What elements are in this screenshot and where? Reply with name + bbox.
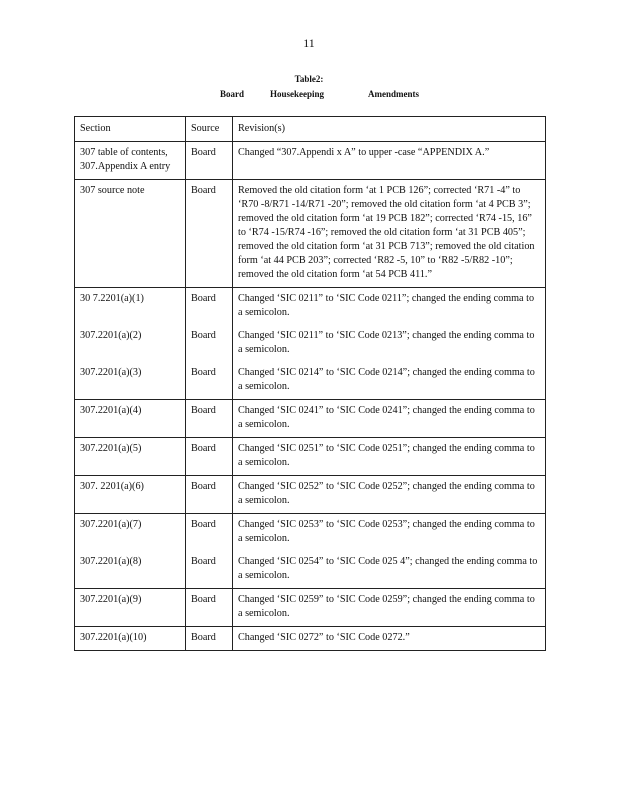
- table-row: [75, 589, 546, 627]
- column-header-source: Source: [186, 117, 233, 142]
- section-cell: 307 table of contents, 307.Appendix A entry: [75, 142, 186, 180]
- table-row: [75, 142, 546, 180]
- section-cell: 307.2201(a)(7): [75, 514, 186, 552]
- section-cell: 307.2201(a)(2): [75, 325, 186, 362]
- page-number: 11: [303, 36, 315, 50]
- table-row: [75, 325, 546, 362]
- revision-cell: Changed ‘SIC 0253” to ‘SIC Code 0253”; changed the ending comma to a semicolon.: [233, 514, 546, 552]
- caption-word: Amendments: [368, 89, 420, 99]
- revision-cell: Changed ‘SIC 0259” to ‘SIC Code 0259”; changed the ending comma to a semicolon.: [233, 589, 546, 627]
- revision-cell: Changed ‘SIC 0252” to ‘SIC Code 0252”; changed the ending comma to a semicolon.: [233, 476, 546, 514]
- revision-cell: Changed “307.Appendi x A” to upper -case “APPENDIX A.”: [233, 142, 546, 180]
- table-row: [75, 627, 546, 651]
- caption-word: Housekeeping: [270, 89, 325, 99]
- table-caption: [220, 89, 419, 99]
- section-cell: 307.2201(a)(9): [75, 589, 186, 627]
- source-cell: Board: [186, 476, 233, 514]
- revision-cell: Changed ‘SIC 0272” to ‘SIC Code 0272.”: [233, 627, 546, 651]
- revision-cell: Changed ‘SIC 0254” to ‘SIC Code 025 4”; changed the ending comma to a semicolon.: [233, 551, 546, 589]
- source-cell: Board: [186, 180, 233, 288]
- revision-cell: Changed ‘SIC 0211” to ‘SIC Code 0213”; changed the ending comma to a semicolon.: [233, 325, 546, 362]
- section-cell: 307.2201(a)(8): [75, 551, 186, 589]
- section-cell: 307 source note: [75, 180, 186, 288]
- table-row: [75, 514, 546, 552]
- caption-word: Board: [220, 89, 245, 99]
- table-row: [75, 180, 546, 288]
- amendments-table: [74, 116, 546, 651]
- table-row: [75, 476, 546, 514]
- section-cell: 307.2201(a)(5): [75, 438, 186, 476]
- table-row: [75, 400, 546, 438]
- table-header-row: [75, 117, 546, 142]
- source-cell: Board: [186, 325, 233, 362]
- source-cell: Board: [186, 551, 233, 589]
- column-header-section: Section: [75, 117, 186, 142]
- table-row: [75, 362, 546, 400]
- source-cell: Board: [186, 627, 233, 651]
- table-row: [75, 288, 546, 326]
- revision-cell: Changed ‘SIC 0241” to ‘SIC Code 0241”; changed the ending comma to a semicolon.: [233, 400, 546, 438]
- source-cell: Board: [186, 589, 233, 627]
- column-header-revisions: Revision(s): [233, 117, 546, 142]
- section-cell: 30 7.2201(a)(1): [75, 288, 186, 326]
- source-cell: Board: [186, 142, 233, 180]
- source-cell: Board: [186, 362, 233, 400]
- source-cell: Board: [186, 288, 233, 326]
- revision-cell: Removed the old citation form ‘at 1 PCB 126”; corrected ‘R71 -4” to ‘R70 -8/R71 -14/R71 -20”; removed the old citation form ‘at 4 PCB 3”; removed the old citation form ‘at 19 PCB 182”; corrected ‘R74 -15, 16” to ‘R74 -15/R74 -16”; removed the old citation form ‘at 31 PCB 405”; removed the old citation form ‘at 31 PCB 713”; removed the old citation form ‘at 44 PCB 203”; corrected ‘R82 -5, 10” to ‘R82 -5/R82 -10”; removed the old citation form ‘at 54 PCB 411.”: [233, 180, 546, 288]
- section-cell: 307.2201(a)(10): [75, 627, 186, 651]
- source-cell: Board: [186, 400, 233, 438]
- revision-cell: Changed ‘SIC 0214” to ‘SIC Code 0214”; changed the ending comma to a semicolon.: [233, 362, 546, 400]
- source-cell: Board: [186, 514, 233, 552]
- revision-cell: Changed ‘SIC 0251” to ‘SIC Code 0251”; changed the ending comma to a semicolon.: [233, 438, 546, 476]
- section-cell: 307.2201(a)(3): [75, 362, 186, 400]
- table-row: [75, 438, 546, 476]
- section-cell: 307. 2201(a)(6): [75, 476, 186, 514]
- table-title: Table2:: [294, 74, 324, 84]
- revision-cell: Changed ‘SIC 0211” to ‘SIC Code 0211”; changed the ending comma to a semicolon.: [233, 288, 546, 326]
- table-row: [75, 551, 546, 589]
- section-cell: 307.2201(a)(4): [75, 400, 186, 438]
- source-cell: Board: [186, 438, 233, 476]
